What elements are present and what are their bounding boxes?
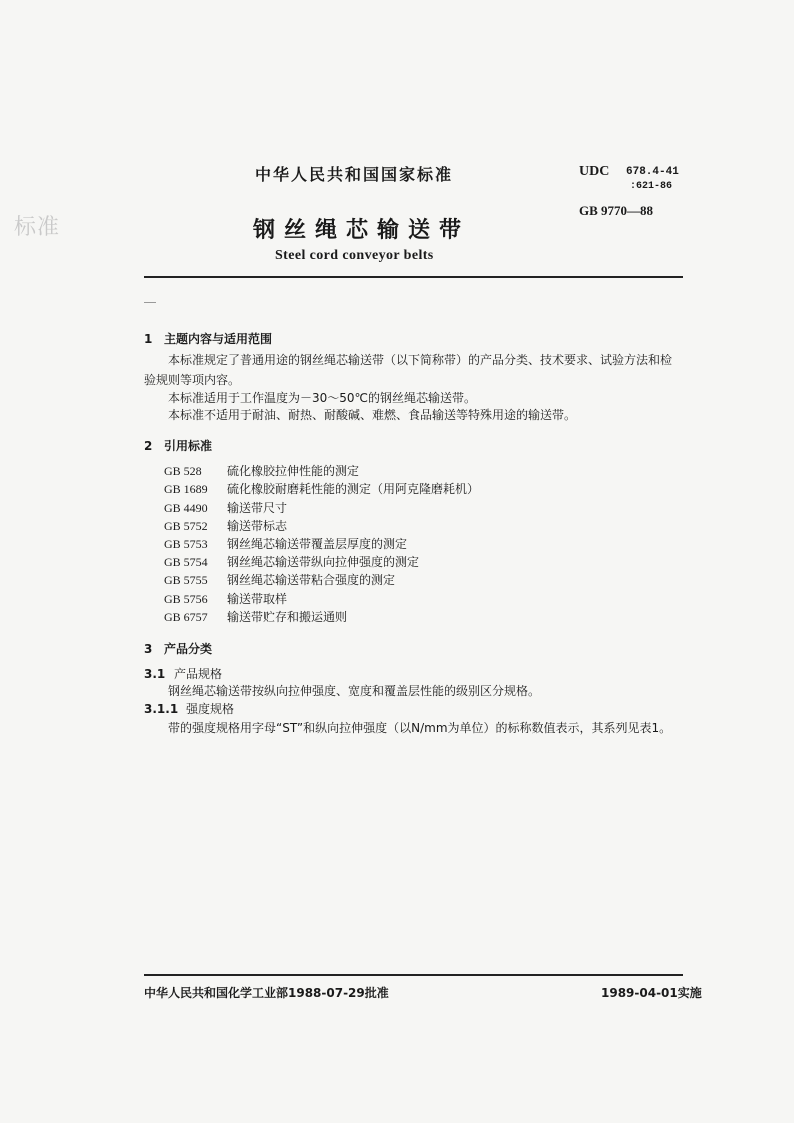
reference-item (164, 499, 287, 516)
section-number: 1 (144, 332, 153, 346)
reference-code: GB 5754 (164, 555, 208, 569)
reference-title: 输送带贮存和搬运通则 (227, 610, 348, 624)
section-1-paragraph-2: 本标准适用于工作温度为－30～50℃的钢丝绳芯输送带。 (168, 391, 477, 405)
footer-rule (144, 974, 683, 976)
reference-title: 输送带取样 (227, 592, 288, 606)
subsection-3-1-1-heading (144, 700, 234, 717)
section-1-paragraph-1: 本标准规定了普通用途的钢丝绳芯输送带（以下简称带）的产品分类、技术要求、试验方法和检验规则等项内容。 (144, 353, 673, 387)
reference-code: GB 5752 (164, 519, 208, 533)
reference-title: 硫化橡胶耐磨耗性能的测定（用阿克隆磨耗机） (227, 482, 480, 496)
reference-title: 钢丝绳芯输送带粘合强度的测定 (227, 573, 396, 587)
reference-title: 钢丝绳芯输送带纵向拉伸强度的测定 (227, 555, 420, 569)
reference-code: GB 1689 (164, 482, 208, 496)
reference-title: 输送带标志 (227, 519, 288, 533)
standard-category-title: 中华人民共和国国家标准 (255, 165, 454, 184)
reference-item (164, 608, 347, 625)
subsection-3-1-1-text: 带的强度规格用字母“ST”和纵向拉伸强度（以N/mm为单位）的标称数值表示，其系列见表1。 (168, 721, 672, 735)
reference-code: GB 5753 (164, 537, 208, 551)
subsection-number: 3.1.1 (144, 702, 179, 716)
reference-item (164, 553, 419, 570)
udc-code-secondary: :621-86 (630, 181, 673, 192)
reference-title: 输送带尺寸 (227, 501, 288, 515)
gb-standard-number: GB 9770—88 (579, 203, 654, 218)
subsection-3-1-heading (144, 665, 222, 682)
document-title: 钢丝绳芯输送带 (253, 218, 471, 243)
subsection-title: 强度规格 (186, 702, 235, 716)
section-number: 2 (144, 439, 153, 453)
section-number: 3 (144, 642, 153, 656)
udc-label: UDC (579, 164, 610, 179)
subsection-number: 3.1 (144, 667, 166, 681)
implementation-date: 1989-04-01实施 (601, 986, 702, 1000)
reference-title: 钢丝绳芯输送带覆盖层厚度的测定 (227, 537, 408, 551)
section-title: 产品分类 (164, 642, 213, 656)
subsection-3-1-text: 钢丝绳芯输送带按纵向拉伸强度、宽度和覆盖层性能的级别区分规格。 (168, 684, 541, 698)
subsection-title: 产品规格 (174, 667, 223, 681)
reference-title: 硫化橡胶拉伸性能的测定 (227, 464, 360, 478)
margin-tick (144, 302, 156, 303)
reference-item (164, 590, 287, 607)
reference-code: GB 5755 (164, 573, 208, 587)
reference-code: GB 5756 (164, 592, 208, 606)
reference-item (164, 462, 359, 479)
reference-item (164, 535, 407, 552)
section-2-heading (144, 437, 212, 454)
reference-item (164, 480, 479, 497)
section-title: 引用标准 (164, 439, 213, 453)
reference-code: GB 528 (164, 464, 202, 478)
side-watermark: 标准 (14, 215, 61, 240)
section-3-heading (144, 640, 212, 657)
approval-statement: 中华人民共和国化学工业部1988-07-29批准 (144, 986, 389, 1000)
document-title-english: Steel cord conveyor belts (275, 248, 434, 263)
section-1-heading (144, 330, 272, 347)
section-1-paragraph-3: 本标准不适用于耐油、耐热、耐酸碱、难燃、食品输送等特殊用途的输送带。 (168, 408, 577, 422)
reference-item (164, 571, 395, 588)
udc-code-primary: 678.4-41 (626, 166, 679, 178)
reference-item (164, 517, 287, 534)
reference-code: GB 4490 (164, 501, 208, 515)
section-title: 主题内容与适用范围 (164, 332, 273, 346)
header-rule (144, 276, 683, 278)
reference-code: GB 6757 (164, 610, 208, 624)
